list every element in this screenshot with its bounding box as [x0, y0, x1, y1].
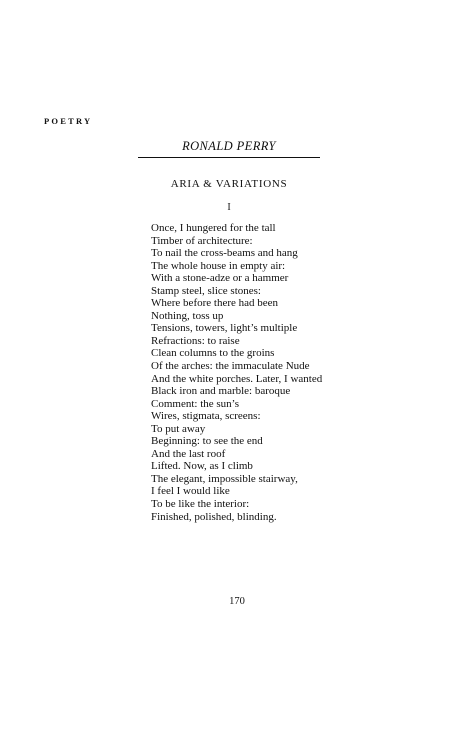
poem-line: Timber of architecture:	[151, 234, 253, 247]
poem-line: To put away	[151, 422, 206, 435]
poem-line: The elegant, impossible stairway,	[151, 472, 298, 485]
poem-line: To nail the cross-beams and hang	[151, 247, 298, 260]
poem-title: ARIA & VARIATIONS	[170, 178, 288, 190]
poem-line: Once, I hungered for the tall	[151, 222, 276, 234]
poem-line: Of the arches: the immaculate Nude	[151, 360, 310, 373]
poem-line: Tensions, towers, light’s multiple	[151, 322, 298, 335]
poem-line: Lifted. Now, as I climb	[151, 460, 253, 473]
poem-line: Comment: the sun’s	[151, 397, 239, 410]
poem-body	[151, 222, 322, 523]
poem-line: Wires, stigmata, screens:	[151, 410, 261, 423]
author-name: RONALD PERRY	[182, 139, 276, 153]
poem-line: I feel I would like	[151, 485, 230, 498]
poem-line: Stamp steel, slice stones:	[151, 284, 261, 297]
poem-line: And the white porches. Later, I wanted	[151, 372, 323, 385]
poem-line: Black iron and marble: baroque	[151, 385, 291, 398]
poem-line: Finished, polished, blinding.	[151, 510, 277, 523]
poem-line: With a stone-adze or a hammer	[151, 272, 289, 285]
running-head: POETRY	[44, 116, 93, 126]
poem-line: Clean columns to the groins	[151, 347, 275, 360]
poem-line: Refractions: to raise	[151, 334, 240, 347]
title-rule	[138, 157, 320, 158]
poem-line: Nothing, toss up	[151, 309, 224, 322]
poem-line: The whole house in empty air:	[151, 259, 286, 272]
poem-line: To be like the interior:	[151, 498, 250, 511]
poem-line: Beginning: to see the end	[151, 435, 263, 448]
poem-line: Where before there had been	[151, 297, 279, 310]
page-number: 170	[229, 596, 245, 607]
section-number: I	[227, 202, 231, 213]
poem-line: And the last roof	[151, 447, 226, 460]
